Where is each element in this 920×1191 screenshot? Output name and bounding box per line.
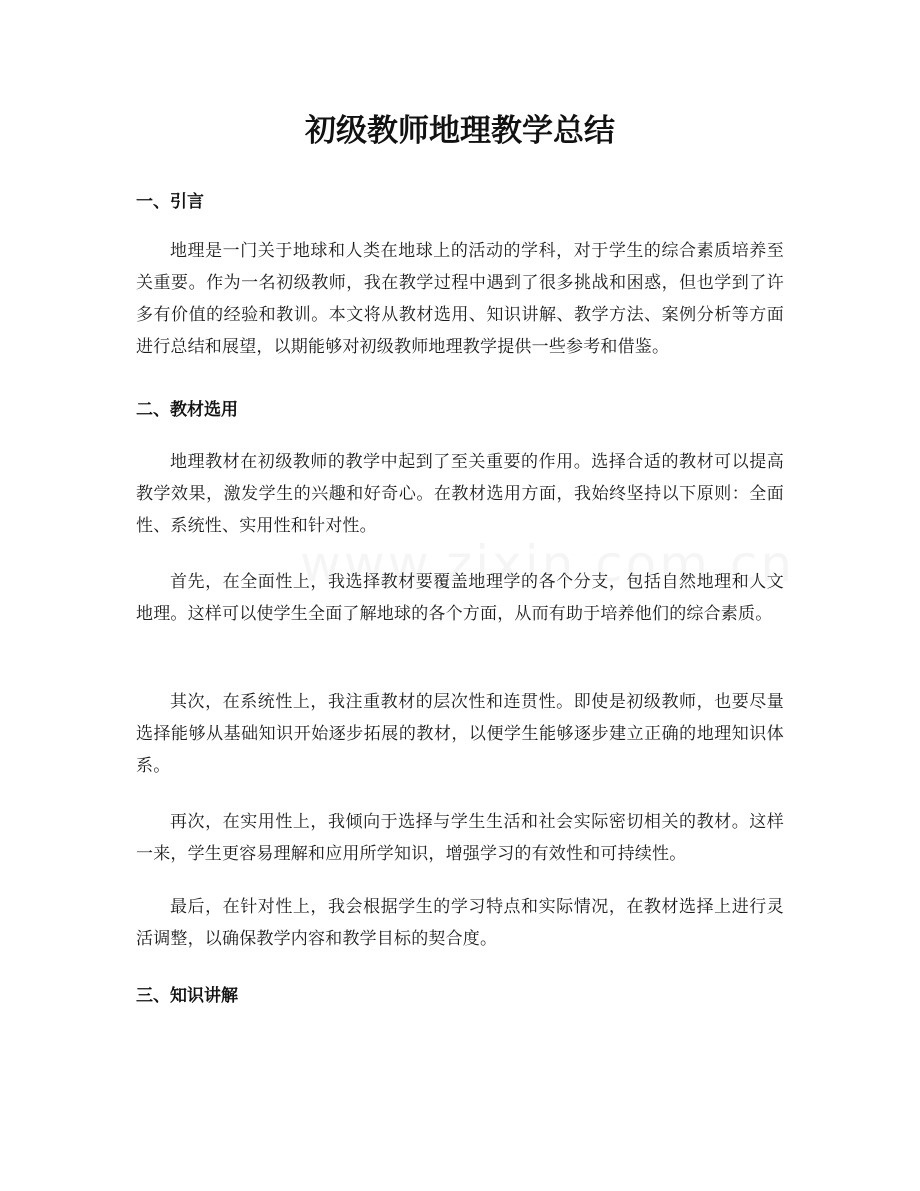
paragraph-textbook-intro: 地理教材在初级教师的教学中起到了至关重要的作用。选择合适的教材可以提高教学效果，激发学生的兴趣和好奇心。在教材选用方面，我始终坚持以下原则：全面性、系统性、实用性和针对性。: [136, 452, 784, 536]
paragraph-systematicness: 其次，在系统性上，我注重教材的层次性和连贯性。即使是初级教师，也要尽量选择能够从基础知识开始逐步拓展的教材，以便学生能够逐步建立正确的地理知识体系。: [136, 692, 784, 776]
paragraph-introduction: 地理是一门关于地球和人类在地球上的活动的学科，对于学生的综合素质培养至关重要。作为一名初级教师，我在教学过程中遇到了很多挑战和困惑，但也学到了许多有价值的经验和教训。本文将从教材选用、知识讲解、教学方法、案例分析等方面进行总结和展望，以期能够对初级教师地理教学提供一些参考和借鉴。: [136, 241, 784, 357]
paragraph-comprehensiveness: 首先，在全面性上，我选择教材要覆盖地理学的各个分支，包括自然地理和人文地理。这样可以使学生全面了解地球的各个方面，从而有助于培养他们的综合素质。: [136, 572, 784, 624]
section-heading-textbook-selection: 二、教材选用: [136, 400, 238, 420]
paragraph-practicality: 再次，在实用性上，我倾向于选择与学生生活和社会实际密切相关的教材。这样一来，学生更容易理解和应用所学知识，增强学习的有效性和可持续性。: [136, 812, 784, 864]
section-heading-introduction: 一、引言: [136, 192, 204, 212]
paragraph-pertinence: 最后，在针对性上，我会根据学生的学习特点和实际情况，在教材选择上进行灵活调整，以确保教学内容和教学目标的契合度。: [136, 897, 784, 949]
section-heading-knowledge-explanation: 三、知识讲解: [136, 986, 238, 1006]
document-title: 初级教师地理教学总结: [305, 113, 615, 149]
